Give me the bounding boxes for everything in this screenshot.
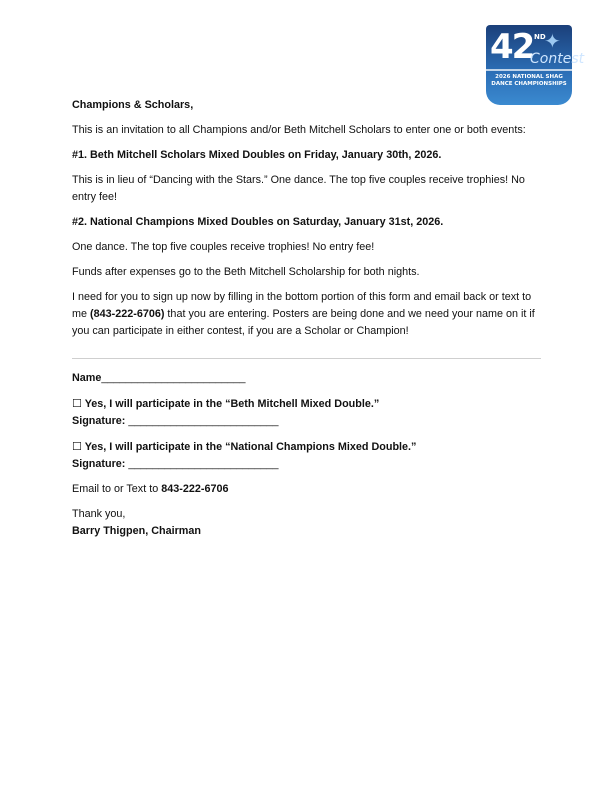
signer-name: Barry Thigpen, Chairman [72,525,201,537]
event2-heading: #2. National Champions Mixed Doubles on Saturday, January 31st, 2026. [72,216,444,228]
checkbox-icon[interactable]: ☐ [72,440,82,453]
name-row [72,370,542,387]
logo-word: Contest [530,51,585,67]
signature2-row [72,456,542,473]
option2-label: Yes, I will participate in the “National Champions Mixed Double.” [84,441,417,453]
name-label: Name [72,372,102,384]
signature1-line[interactable]: _________________________ [128,415,279,427]
contact-row [72,481,542,498]
option1-row [72,395,542,413]
checkbox-icon[interactable]: ☐ [72,397,82,410]
logo-caption-line2: DANCE CHAMPIONSHIPS [491,81,567,87]
logo-ordinal: ND [534,33,546,41]
section-divider [72,358,541,359]
dancers-icon: ✦ [544,29,561,53]
signup-phone: (843-222-6706) [90,308,165,320]
greeting: Champions & Scholars, [72,99,194,111]
signup-text-end: that you are entering. Posters are being done and we need your name on it if you can participate in either contest, if you are a Scholar or Champion! [72,308,535,337]
signature1-label: Signature: [72,415,126,427]
letter-body [72,97,542,540]
signature1-row [72,413,542,430]
option2-row [72,438,542,456]
contest-logo [486,25,585,105]
logo-caption-line1: 2026 NATIONAL SHAG [495,74,563,80]
logo-number: 42 [490,27,534,67]
event2-paragraph: One dance. The top five couples receive trophies! No entry fee! [72,241,375,253]
intro-paragraph: This is an invitation to all Champions and/or Beth Mitchell Scholars to enter one or both events: [72,124,526,136]
contact-label: Email to or Text to [72,483,162,495]
option1-label: Yes, I will participate in the “Beth Mitchell Mixed Double.” [84,398,380,410]
signup-text-start: I need for you to sign up now by filling in the bottom portion of this form and email back or text to me [72,291,532,320]
event1-paragraph: This is in lieu of “Dancing with the Stars.” One dance. The top five couples receive trophies! No entry fee! [72,174,525,203]
funds-paragraph: Funds after expenses go to the Beth Mitchell Scholarship for both nights. [72,266,420,278]
signup-paragraph [72,289,542,340]
signature2-label: Signature: [72,458,126,470]
signature2-line[interactable]: _________________________ [128,458,279,470]
closing: Thank you, [72,508,126,520]
contact-phone: 843-222-6706 [161,483,229,495]
logo-divider [486,69,572,71]
name-field-line[interactable]: ________________________ [101,372,246,384]
event1-heading: #1. Beth Mitchell Scholars Mixed Doubles on Friday, January 30th, 2026. [72,149,442,161]
